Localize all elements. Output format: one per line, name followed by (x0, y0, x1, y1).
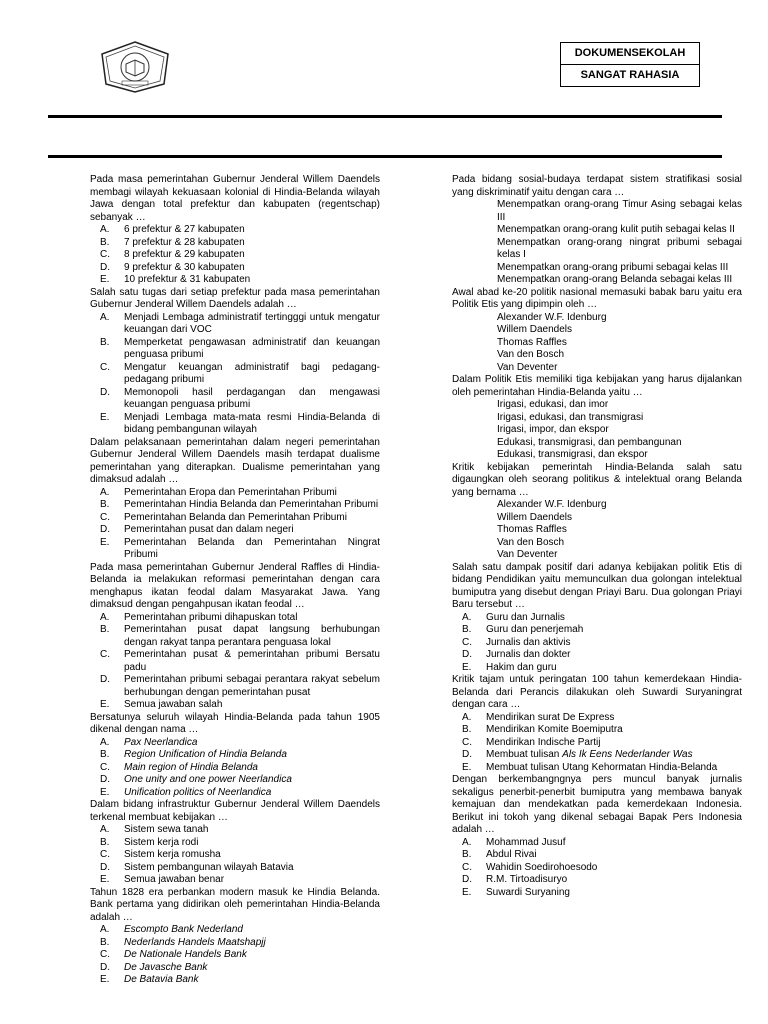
option-text (124, 962, 380, 975)
answer-option (452, 662, 742, 675)
option-text-main: Menempatkan orang-orang Belanda sebagai kelas III (497, 274, 733, 285)
option-text-main: Pemerintahan Belanda dan Pemerintahan Pribumi (124, 511, 347, 523)
option-letter: A. (100, 311, 110, 323)
option-text-main: Van den Bosch (497, 349, 565, 360)
option-text-main: Mengatur keuangan administratif bagi pedagang-pedagang pribumi (124, 361, 380, 385)
question (90, 287, 380, 437)
answer-option (452, 337, 742, 350)
option-letter: C. (100, 249, 110, 260)
answer-option (452, 837, 742, 850)
option-text (124, 674, 380, 699)
option-text (486, 837, 742, 850)
option-text-main: Region Unification of Hindia Belanda (124, 749, 287, 760)
answer-option (90, 924, 380, 937)
option-text-main: De Batavia Bank (124, 974, 199, 985)
option-text (124, 699, 380, 712)
option-letter: B. (100, 236, 110, 248)
question (90, 562, 380, 712)
option-letter: D. (462, 874, 472, 885)
option-text-main: 9 prefektur & 30 kabupaten (124, 261, 245, 273)
answer-option (452, 712, 742, 725)
question-stem: Tahun 1828 era perbankan modern masuk ke Hindia Belanda. Bank pertama yang didirikan oleh pemerintahan Hindia-Belanda adalah … (90, 886, 380, 923)
answer-option (452, 412, 742, 425)
answer-option (90, 849, 380, 862)
question-stem: Pada bidang sosial-budaya terdapat sistem stratifikasi sosial yang diskriminatif yaitu dengan cara … (452, 174, 742, 198)
option-text-main: De Javasche Bank (124, 961, 208, 973)
option-letter: B. (462, 849, 472, 860)
option-text-main: Thomas Raffles (497, 336, 567, 348)
option-letter: E. (100, 536, 110, 548)
answer-option (452, 437, 742, 450)
option-text (124, 249, 380, 262)
answer-option (90, 262, 380, 275)
option-text (486, 887, 742, 900)
option-text-main: 6 prefektur & 27 kabupaten (124, 224, 245, 235)
answer-option (452, 274, 742, 287)
option-text (124, 774, 380, 787)
option-text-main: Sistem kerja romusha (124, 849, 221, 860)
option-text-main: Irigasi, edukasi, dan transmigrasi (497, 411, 644, 423)
option-text (486, 762, 742, 775)
answer-option (452, 349, 742, 362)
option-text (124, 974, 380, 987)
option-letter: C. (100, 849, 110, 860)
option-text (497, 537, 742, 550)
question-stem: Dengan berkembangngnya pers muncul banyak jurnalis sekaligus penerbit-penerbit bumiputra yang membawa banyak kemajuan dan mendekatkan pada kemerdekaan Indonesia. Berikut ini tokoh yang dikenal sebagai Bapak Pers Indonesia adalah … (452, 774, 742, 835)
option-text (497, 312, 742, 325)
question (452, 674, 742, 774)
answer-option (452, 874, 742, 887)
answer-option (452, 362, 742, 375)
answer-option (452, 612, 742, 625)
option-text-main: Pemerintahan pribumi dihapuskan total (124, 611, 298, 623)
answer-option (90, 787, 380, 800)
answer-option (452, 524, 742, 537)
option-letter: A. (100, 486, 110, 498)
option-text-main: Pemerintahan Belanda dan Pemerintahan Ningrat Pribumi (124, 536, 380, 560)
option-text (486, 624, 742, 637)
answer-option (452, 262, 742, 275)
answer-option (90, 699, 380, 712)
answer-option (452, 324, 742, 337)
option-text-main: Suwardi Suryaning (486, 886, 570, 898)
option-letter: B. (100, 336, 110, 348)
question (452, 374, 742, 462)
question-stem: Dalam pelaksanaan pemerintahan dalam negeri pemerintahan Gubernur Jenderal Willem Daendels masih terdapat dualisme pemerintahan yang diterapkan. Dualisme pemerintahan yang dimaksud adalah … (90, 436, 380, 485)
option-letter: E. (100, 274, 110, 285)
answer-option (90, 962, 380, 975)
option-letter: D. (100, 261, 110, 273)
option-text-main: Menjadi Lembaga administratif tertingggi untuk mengatur keuangan dari VOC (124, 311, 380, 335)
stamp-line2: SANGAT RAHASIA (561, 64, 699, 86)
answer-option (90, 837, 380, 850)
option-letter: E. (100, 974, 110, 985)
answer-option (90, 524, 380, 537)
header-rule-bottom (48, 155, 722, 158)
option-text-main: Edukasi, transmigrasi, dan ekspor (497, 449, 648, 460)
option-letter: B. (462, 724, 472, 735)
option-letter: E. (462, 886, 472, 898)
school-logo (100, 40, 170, 94)
option-letter: D. (462, 749, 472, 760)
question-stem: Dalam Politik Etis memiliki tiga kebijakan yang harus dijalankan oleh pemerintahan Hindia-Belanda yaitu … (452, 374, 742, 398)
option-text (497, 337, 742, 350)
option-text-main: Memonopoli hasil perdagangan dan mengawasi keuangan penguasa pribumi (124, 386, 380, 410)
option-text-main: Guru dan Jurnalis (486, 611, 565, 623)
question-stem: Salah satu tugas dari setiap prefektur pada masa pemerintahan Gubernur Jenderal Willem Daendels adalah … (90, 286, 380, 310)
option-letter: B. (100, 836, 110, 848)
option-letter: A. (100, 736, 110, 748)
option-text-main: Pemerintahan pribumi sebagai perantara rakyat sebelum berhubungan dengan pemerintahan pusat (124, 674, 380, 698)
option-text (124, 849, 380, 862)
option-text (124, 737, 380, 750)
answer-option (452, 449, 742, 462)
question (452, 287, 742, 375)
answer-option (90, 737, 380, 750)
answer-option (90, 824, 380, 837)
answer-option (452, 862, 742, 875)
option-letter: B. (100, 499, 110, 510)
question (90, 174, 380, 287)
answer-option (452, 312, 742, 325)
option-text (124, 262, 380, 275)
option-text (124, 274, 380, 287)
option-text (486, 724, 742, 737)
answer-option (90, 949, 380, 962)
option-text-main: Memperketat pengawasan administratif dan keuangan penguasa pribumi (124, 336, 380, 360)
option-letter: D. (462, 649, 472, 660)
option-text-main: R.M. Tirtoadisuryo (486, 874, 568, 885)
option-text (497, 237, 742, 262)
option-letter: D. (100, 386, 110, 398)
option-text (486, 874, 742, 887)
option-text (497, 412, 742, 425)
question (90, 437, 380, 562)
option-text-main: Mendirikan Komite Boemiputra (486, 724, 623, 735)
option-text-main: Unification politics of Neerlandica (124, 786, 272, 798)
answer-option (90, 624, 380, 649)
option-letter: E. (100, 874, 110, 885)
answer-option (90, 487, 380, 500)
answer-option (90, 412, 380, 437)
option-text (124, 237, 380, 250)
option-letter: E. (100, 411, 110, 423)
question (452, 774, 742, 899)
option-letter: D. (100, 774, 110, 785)
answer-option (90, 224, 380, 237)
option-text-main: Thomas Raffles (497, 524, 567, 535)
answer-option (90, 762, 380, 775)
option-letter: E. (100, 786, 110, 798)
option-text (124, 337, 380, 362)
left-column (90, 174, 380, 987)
answer-option (90, 674, 380, 699)
option-text-main: Sistem kerja rodi (124, 836, 199, 848)
question-stem: Dalam bidang infrastruktur Gubernur Jenderal Willem Daendels terkenal membuat kebijakan … (90, 799, 380, 823)
question-stem: Kritik kebijakan pemerintah Hindia-Belanda salah satu digaungkan oleh seorang politikus & intelektual orang Belanda yang bernama … (452, 461, 742, 498)
option-text-main: One unity and one power Neerlandica (124, 774, 292, 785)
answer-option (90, 974, 380, 987)
question (90, 799, 380, 887)
answer-option (90, 249, 380, 262)
option-text (124, 824, 380, 837)
answer-option (452, 199, 742, 224)
option-text-main: Pemerintahan Hindia Belanda dan Pemerintahan Pribumi (124, 499, 379, 510)
option-text-main: Mohammad Jusuf (486, 836, 566, 848)
option-text-main: Irigasi, edukasi, dan imor (497, 399, 609, 410)
option-text (486, 612, 742, 625)
question (452, 562, 742, 675)
option-letter: A. (100, 611, 110, 623)
answer-option (90, 362, 380, 387)
document-stamp (560, 42, 700, 87)
option-text (124, 837, 380, 850)
answer-option (452, 887, 742, 900)
option-letter: D. (100, 524, 110, 535)
option-text-main: Nederlands Handels Maatshapjj (124, 936, 266, 948)
option-text (497, 324, 742, 337)
option-text (486, 662, 742, 675)
option-text (124, 862, 380, 875)
option-text (124, 937, 380, 950)
right-column (452, 174, 742, 899)
option-letter: B. (100, 749, 110, 760)
answer-option (90, 312, 380, 337)
option-text-main: Alexander W.F. Idenburg (497, 499, 607, 510)
answer-option (90, 499, 380, 512)
option-text (486, 849, 742, 862)
option-text-main: Jurnalis dan aktivis (486, 636, 571, 648)
option-text (497, 224, 742, 237)
option-letter: E. (462, 761, 472, 773)
option-letter: D. (100, 861, 110, 873)
option-text-main: Pemerintahan pusat dapat langsung berhubungan dengan rakyat tanpa perantara penguasa lokal (124, 624, 380, 648)
option-text-main: Menempatkan orang-orang pribumi sebagai kelas III (497, 261, 729, 273)
option-letter: C. (100, 511, 110, 523)
option-text (124, 224, 380, 237)
option-letter: C. (462, 736, 472, 748)
option-text (124, 612, 380, 625)
option-text (124, 387, 380, 412)
option-text (124, 762, 380, 775)
option-text (497, 437, 742, 450)
option-text (497, 449, 742, 462)
answer-option (90, 749, 380, 762)
answer-option (452, 424, 742, 437)
stamp-line1: DOKUMENSEKOLAH (574, 47, 686, 59)
option-letter: A. (100, 824, 110, 835)
option-text (497, 524, 742, 537)
answer-option (90, 774, 380, 787)
option-text-main: Pax Neerlandica (124, 736, 198, 748)
option-text-main: Willem Daendels (497, 511, 573, 523)
option-text-main: Sistem sewa tanah (124, 824, 209, 835)
option-text (124, 924, 380, 937)
option-text (124, 787, 380, 800)
option-text-main: Mendirikan Indische Partij (486, 736, 601, 748)
answer-option (90, 537, 380, 562)
question (452, 174, 742, 287)
answer-option (90, 237, 380, 250)
option-letter: A. (462, 611, 472, 623)
option-text-main: Membuat tulisan (486, 749, 563, 760)
answer-option (452, 724, 742, 737)
option-text-main: Guru dan penerjemah (486, 624, 584, 635)
option-text (497, 424, 742, 437)
answer-option (90, 612, 380, 625)
option-text-main: Irigasi, impor, dan ekspor (497, 424, 609, 435)
option-text-main: Menempatkan orang-orang kulit putih sebagai kelas II (497, 224, 735, 235)
option-letter: E. (462, 661, 472, 673)
option-letter: A. (462, 711, 472, 723)
option-text-main: Alexander W.F. Idenburg (497, 311, 607, 323)
answer-option (90, 337, 380, 362)
option-letter: A. (462, 836, 472, 848)
option-text-main: Wahidin Soedirohoesodo (486, 861, 598, 873)
question-stem: Awal abad ke-20 politik nasional memasuki babak baru yaitu era Politik Etis yang dipimpin oleh … (452, 286, 742, 310)
option-text (497, 199, 742, 224)
answer-option (452, 762, 742, 775)
option-text-main: Willem Daendels (497, 324, 573, 335)
option-letter: B. (100, 936, 110, 948)
option-text (124, 874, 380, 887)
option-letter: C. (100, 361, 110, 373)
option-text (124, 537, 380, 562)
answer-option (452, 399, 742, 412)
answer-option (452, 512, 742, 525)
answer-option (90, 512, 380, 525)
option-text-italic: Als Ik Eens Nederlander Was (562, 749, 693, 760)
answer-option (452, 749, 742, 762)
option-text-main: Main region of Hindia Belanda (124, 761, 258, 773)
question-stem: Pada masa pemerintahan Gubernur Jenderal Willem Daendels membagi wilayah kekuasaan kolonial di Hindia-Belanda wilayah Jawa dengan total prefektur dan kabupaten (regentschap) sebanyak … (90, 174, 380, 223)
option-text-main: Van den Bosch (497, 536, 565, 548)
option-letter: A. (100, 924, 110, 935)
question (90, 887, 380, 987)
answer-option (452, 849, 742, 862)
option-text (124, 749, 380, 762)
option-letter: C. (462, 861, 472, 873)
option-text-main: Menjadi Lembaga mata-mata resmi Hindia-Belanda di bidang pembangunan wilayah (124, 411, 380, 435)
question-stem: Kritik tajam untuk peringatan 100 tahun kemerdekaan Hindia-Belanda dari Perancis dilakukan oleh Suwardi Suryaningrat dengan cara … (452, 674, 742, 710)
option-text-main: Menempatkan orang-orang Timur Asing sebagai kelas III (497, 199, 742, 223)
option-text (124, 362, 380, 387)
option-text (497, 499, 742, 512)
option-letter: D. (100, 674, 110, 685)
option-text (124, 949, 380, 962)
option-text-main: Hakim dan guru (486, 661, 557, 673)
question-stem: Pada masa pemerintahan Gubernur Jenderal Raffles di Hindia-Belanda ia melakukan reformasi pemerintahan dengan cara menghapus ikatan feodal dalam Masyarakat Jawa. Yang dimaksud dengan pengahpusan ikatan feodal … (90, 561, 380, 610)
option-text (497, 549, 742, 562)
option-text (486, 749, 742, 762)
answer-option (90, 649, 380, 674)
option-text-main: Semua jawaban benar (124, 874, 225, 885)
option-text-main: 8 prefektur & 29 kabupaten (124, 249, 245, 260)
option-letter: C. (462, 636, 472, 648)
option-text-main: Pemerintahan Eropa dan Pemerintahan Pribumi (124, 486, 337, 498)
answer-option (452, 237, 742, 262)
option-text-main: Escompto Bank Nederland (124, 924, 243, 935)
option-text (124, 624, 380, 649)
option-text (124, 649, 380, 674)
question (452, 462, 742, 562)
option-text (124, 524, 380, 537)
option-text (486, 862, 742, 875)
option-text-main: Van Deventer (497, 361, 558, 373)
option-text (486, 649, 742, 662)
option-text-main: Edukasi, transmigrasi, dan pembangunan (497, 436, 682, 448)
question-stem: Bersatunya seluruh wilayah Hindia-Belanda pada tahun 1905 dikenal dengan nama … (90, 711, 380, 735)
answer-option (452, 649, 742, 662)
question-stem: Salah satu dampak positif dari adanya kebijakan politik Etis di bidang Pendidikan yaitu memunculkan dua golongan intelektual bumiputra yang disebut dengan Priayi Baru. Dua golongan Priayi Baru tersebut … (452, 561, 742, 610)
answer-option (452, 624, 742, 637)
option-text (497, 349, 742, 362)
option-text-main: 7 prefektur & 28 kabupaten (124, 236, 245, 248)
answer-option (452, 737, 742, 750)
option-text (497, 362, 742, 375)
option-letter: D. (100, 961, 110, 973)
option-text-main: Van Deventer (497, 549, 558, 560)
option-letter: C. (100, 949, 110, 960)
answer-option (90, 874, 380, 887)
option-text (497, 274, 742, 287)
option-text (486, 737, 742, 750)
option-text (124, 312, 380, 337)
option-text-main: Sistem pembangunan wilayah Batavia (124, 861, 294, 873)
answer-option (452, 637, 742, 650)
option-text-main: Menempatkan orang-orang ningrat pribumi sebagai kelas I (497, 236, 742, 260)
option-text-main: 10 prefektur & 31 kabupaten (124, 274, 251, 285)
option-text-main: De Nationale Handels Bank (124, 949, 247, 960)
option-letter: B. (100, 624, 110, 635)
option-letter: C. (100, 649, 110, 660)
option-letter: C. (100, 761, 110, 773)
option-letter: E. (100, 699, 110, 710)
header-rule-top (48, 115, 722, 118)
option-text-main: Semua jawaban salah (124, 699, 223, 710)
option-text-main: Pemerintahan pusat & pemerintahan pribumi Bersatu padu (124, 649, 380, 673)
option-text (124, 512, 380, 525)
option-text (124, 487, 380, 500)
option-text (497, 512, 742, 525)
option-text-main: Abdul Rivai (486, 849, 537, 860)
option-text (486, 712, 742, 725)
answer-option (452, 499, 742, 512)
answer-option (90, 274, 380, 287)
option-text (497, 399, 742, 412)
answer-option (90, 387, 380, 412)
answer-option (452, 549, 742, 562)
answer-option (90, 937, 380, 950)
answer-option (452, 224, 742, 237)
option-text (486, 637, 742, 650)
option-text (124, 499, 380, 512)
option-letter: A. (100, 224, 110, 235)
question (90, 712, 380, 800)
answer-option (452, 537, 742, 550)
option-text-main: Membuat tulisan Utang Kehormatan Hindia-Belanda (486, 761, 718, 773)
option-text-main: Mendirikan surat De Express (486, 711, 615, 723)
option-text-main: Pemerintahan pusat dan dalam negeri (124, 524, 294, 535)
option-text-main: Jurnalis dan dokter (486, 649, 571, 660)
answer-option (90, 862, 380, 875)
option-letter: B. (462, 624, 472, 635)
option-text (497, 262, 742, 275)
option-text (124, 412, 380, 437)
